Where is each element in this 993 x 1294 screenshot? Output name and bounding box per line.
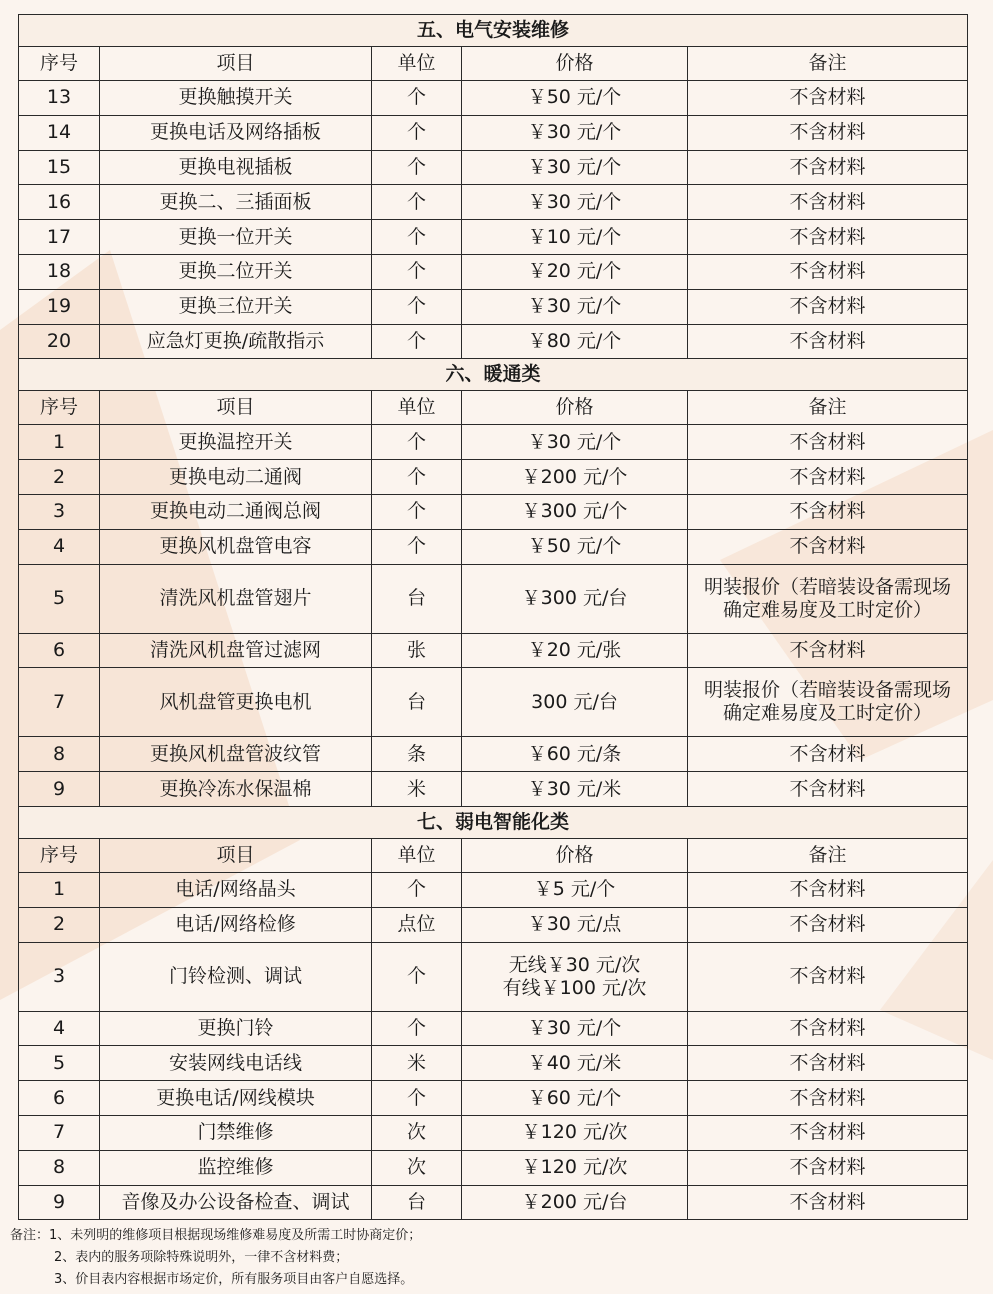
price-line: 300 元/台 [531, 690, 618, 713]
cell-note [688, 324, 968, 359]
cell-unit: 个 [372, 254, 462, 289]
note-line: 不含材料 [789, 913, 866, 936]
cell-note [688, 1150, 968, 1185]
cell-unit: 米 [372, 1046, 462, 1081]
cell-item-name: 更换温控开关 [100, 425, 372, 460]
price-line: ￥30 元/个 [527, 155, 622, 178]
column-header-row [19, 391, 968, 425]
price-line: ￥200 元/个 [521, 465, 628, 488]
table-row [19, 1046, 968, 1081]
cell-price [462, 150, 688, 185]
cell-unit: 个 [372, 460, 462, 495]
cell-price [462, 633, 688, 668]
cell-unit: 点位 [372, 907, 462, 942]
column-header-unit: 单位 [372, 47, 462, 81]
cell-note [688, 907, 968, 942]
cell-item-name: 更换门铃 [100, 1011, 372, 1046]
table-row [19, 494, 968, 529]
cell-price [462, 529, 688, 564]
cell-row-number: 6 [19, 1081, 100, 1116]
note-line: 确定难易度及工时定价） [723, 702, 933, 725]
cell-row-number: 7 [19, 668, 100, 737]
table-row [19, 1185, 968, 1220]
price-line: ￥300 元/个 [521, 500, 628, 523]
cell-item-name: 更换电话/网线模块 [100, 1081, 372, 1116]
cell-unit: 个 [372, 81, 462, 116]
table-row [19, 254, 968, 289]
cell-note [688, 737, 968, 772]
notes [10, 1225, 985, 1291]
cell-item-name: 电话/网络晶头 [100, 872, 372, 907]
section-title-row [19, 806, 968, 838]
cell-row-number: 15 [19, 150, 100, 185]
table-row [19, 529, 968, 564]
column-header-row [19, 838, 968, 872]
cell-note [688, 1115, 968, 1150]
table-row [19, 942, 968, 1011]
cell-note [688, 289, 968, 324]
cell-note [688, 942, 968, 1011]
price-line: ￥30 元/个 [527, 295, 622, 318]
cell-unit: 次 [372, 1115, 462, 1150]
note-line: 不含材料 [789, 225, 866, 248]
note-line: 不含材料 [789, 295, 866, 318]
cell-row-number: 18 [19, 254, 100, 289]
column-header-note: 备注 [688, 47, 968, 81]
price-line: ￥80 元/个 [527, 329, 622, 352]
column-header-price: 价格 [462, 838, 688, 872]
cell-unit: 个 [372, 529, 462, 564]
price-line: ￥300 元/台 [521, 587, 628, 610]
cell-row-number: 5 [19, 1046, 100, 1081]
price-line: ￥120 元/次 [521, 1156, 628, 1179]
column-header-price: 价格 [462, 391, 688, 425]
price-line: ￥20 元/个 [527, 260, 622, 283]
price-line: ￥20 元/张 [527, 638, 622, 661]
cell-note [688, 772, 968, 807]
cell-unit: 个 [372, 115, 462, 150]
table-row [19, 1011, 968, 1046]
cell-price [462, 1081, 688, 1116]
cell-row-number: 2 [19, 460, 100, 495]
table-row [19, 115, 968, 150]
cell-item-name: 监控维修 [100, 1150, 372, 1185]
cell-unit: 个 [372, 425, 462, 460]
cell-note [688, 564, 968, 633]
price-line: ￥5 元/个 [533, 878, 616, 901]
cell-row-number: 17 [19, 220, 100, 255]
price-line: ￥30 元/米 [527, 777, 622, 800]
note-line-3: 3、价目表内容根据市场定价，所有服务项目由客户自愿选择。 [54, 1272, 414, 1287]
cell-price [462, 1046, 688, 1081]
price-line: ￥200 元/台 [521, 1190, 628, 1213]
cell-unit: 条 [372, 737, 462, 772]
column-header-unit: 单位 [372, 838, 462, 872]
cell-note [688, 872, 968, 907]
column-header-item-name: 项目 [100, 391, 372, 425]
cell-price [462, 289, 688, 324]
column-header-unit: 单位 [372, 391, 462, 425]
cell-price [462, 942, 688, 1011]
note-line: 不含材料 [789, 777, 866, 800]
cell-price [462, 1185, 688, 1220]
cell-note [688, 425, 968, 460]
note-line: 不含材料 [789, 465, 866, 488]
note-line: 不含材料 [789, 965, 866, 988]
table-row [19, 633, 968, 668]
cell-price [462, 1150, 688, 1185]
note-line: 不含材料 [789, 1190, 866, 1213]
cell-row-number: 1 [19, 425, 100, 460]
table-row [19, 772, 968, 807]
cell-unit: 个 [372, 1081, 462, 1116]
cell-row-number: 13 [19, 81, 100, 116]
table-row [19, 185, 968, 220]
cell-item-name: 安装网线电话线 [100, 1046, 372, 1081]
cell-price [462, 737, 688, 772]
note-line: 不含材料 [789, 190, 866, 213]
notes-label: 备注： [10, 1228, 50, 1243]
column-header-row-number: 序号 [19, 838, 100, 872]
cell-row-number: 20 [19, 324, 100, 359]
note-line-1: 备注：1、未列明的维修项目根据现场维修难易度及所需工时协商定价； [10, 1228, 422, 1243]
cell-price [462, 668, 688, 737]
cell-row-number: 4 [19, 1011, 100, 1046]
cell-row-number: 3 [19, 942, 100, 1011]
table-row [19, 668, 968, 737]
cell-unit: 次 [372, 1150, 462, 1185]
price-line: ￥40 元/米 [527, 1051, 622, 1074]
note-line: 不含材料 [789, 878, 866, 901]
note-line: 明装报价（若暗装设备需现场 [704, 679, 952, 702]
price-line: ￥10 元/个 [527, 225, 622, 248]
cell-item-name: 更换电动二通阀总阀 [100, 494, 372, 529]
table-row [19, 907, 968, 942]
price-line: ￥30 元/点 [527, 913, 622, 936]
cell-item-name: 更换电动二通阀 [100, 460, 372, 495]
section-title: 七、弱电智能化类 [19, 806, 968, 838]
note-line: 不含材料 [789, 121, 866, 144]
cell-row-number: 14 [19, 115, 100, 150]
note-line: 不含材料 [789, 1051, 866, 1074]
column-header-item-name: 项目 [100, 838, 372, 872]
note-line: 不含材料 [789, 260, 866, 283]
cell-price [462, 872, 688, 907]
cell-item-name: 更换三位开关 [100, 289, 372, 324]
table-row [19, 220, 968, 255]
cell-item-name: 更换电视插板 [100, 150, 372, 185]
cell-item-name: 更换冷冻水保温棉 [100, 772, 372, 807]
cell-item-name: 清洗风机盘管翅片 [100, 564, 372, 633]
note-line: 不含材料 [789, 1016, 866, 1039]
cell-row-number: 7 [19, 1115, 100, 1150]
table-row [19, 324, 968, 359]
cell-row-number: 9 [19, 1185, 100, 1220]
note-line: 不含材料 [789, 638, 866, 661]
cell-item-name: 电话/网络检修 [100, 907, 372, 942]
cell-row-number: 3 [19, 494, 100, 529]
cell-note [688, 150, 968, 185]
note-line: 不含材料 [789, 155, 866, 178]
cell-row-number: 8 [19, 737, 100, 772]
cell-row-number: 1 [19, 872, 100, 907]
cell-note [688, 668, 968, 737]
price-table [18, 14, 968, 1220]
note-line: 不含材料 [789, 500, 866, 523]
price-line: ￥120 元/次 [521, 1121, 628, 1144]
cell-note [688, 1011, 968, 1046]
cell-unit: 个 [372, 872, 462, 907]
cell-note [688, 1046, 968, 1081]
cell-row-number: 5 [19, 564, 100, 633]
cell-item-name: 更换二位开关 [100, 254, 372, 289]
note-line: 不含材料 [789, 1086, 866, 1109]
table-row [19, 564, 968, 633]
cell-price [462, 494, 688, 529]
cell-row-number: 19 [19, 289, 100, 324]
cell-item-name: 更换风机盘管波纹管 [100, 737, 372, 772]
price-line: ￥60 元/条 [527, 742, 622, 765]
cell-item-name: 门禁维修 [100, 1115, 372, 1150]
cell-unit: 个 [372, 289, 462, 324]
column-header-row-number: 序号 [19, 391, 100, 425]
cell-unit: 个 [372, 942, 462, 1011]
table-row [19, 150, 968, 185]
table-row [19, 1081, 968, 1116]
price-line: ￥30 元/个 [527, 1016, 622, 1039]
cell-note [688, 185, 968, 220]
cell-row-number: 2 [19, 907, 100, 942]
cell-note [688, 254, 968, 289]
cell-item-name: 清洗风机盘管过滤网 [100, 633, 372, 668]
cell-price [462, 81, 688, 116]
cell-item-name: 更换风机盘管电容 [100, 529, 372, 564]
column-header-row [19, 47, 968, 81]
cell-item-name: 音像及办公设备检查、调试 [100, 1185, 372, 1220]
column-header-item-name: 项目 [100, 47, 372, 81]
cell-unit: 个 [372, 1011, 462, 1046]
column-header-note: 备注 [688, 391, 968, 425]
table-row [19, 872, 968, 907]
cell-row-number: 9 [19, 772, 100, 807]
cell-note [688, 81, 968, 116]
cell-price [462, 425, 688, 460]
price-line: ￥50 元/个 [527, 535, 622, 558]
section-title: 五、电气安装维修 [19, 15, 968, 47]
cell-price [462, 185, 688, 220]
table-row [19, 81, 968, 116]
column-header-row-number: 序号 [19, 47, 100, 81]
cell-price [462, 1011, 688, 1046]
cell-row-number: 16 [19, 185, 100, 220]
price-line: ￥30 元/个 [527, 430, 622, 453]
section-title: 六、暖通类 [19, 359, 968, 391]
price-line: ￥50 元/个 [527, 86, 622, 109]
cell-price [462, 772, 688, 807]
cell-price [462, 220, 688, 255]
cell-item-name: 应急灯更换/疏散指示 [100, 324, 372, 359]
cell-unit: 个 [372, 150, 462, 185]
cell-unit: 台 [372, 564, 462, 633]
table-row [19, 737, 968, 772]
note-line: 确定难易度及工时定价） [723, 598, 933, 621]
price-line: ￥60 元/个 [527, 1086, 622, 1109]
cell-unit: 个 [372, 494, 462, 529]
section-title-row [19, 15, 968, 47]
table-row [19, 1115, 968, 1150]
cell-note [688, 220, 968, 255]
cell-item-name: 风机盘管更换电机 [100, 668, 372, 737]
note-line: 不含材料 [789, 86, 866, 109]
cell-note [688, 460, 968, 495]
cell-row-number: 6 [19, 633, 100, 668]
cell-note [688, 1081, 968, 1116]
cell-item-name: 更换电话及网络插板 [100, 115, 372, 150]
cell-item-name: 更换触摸开关 [100, 81, 372, 116]
note-line: 不含材料 [789, 535, 866, 558]
cell-item-name: 更换一位开关 [100, 220, 372, 255]
cell-price [462, 115, 688, 150]
column-header-price: 价格 [462, 47, 688, 81]
cell-item-name: 更换二、三插面板 [100, 185, 372, 220]
cell-price [462, 907, 688, 942]
cell-item-name: 门铃检测、调试 [100, 942, 372, 1011]
cell-unit: 个 [372, 220, 462, 255]
table-row [19, 289, 968, 324]
note-line: 不含材料 [789, 329, 866, 352]
cell-price [462, 1115, 688, 1150]
cell-note [688, 529, 968, 564]
cell-row-number: 8 [19, 1150, 100, 1185]
note-line: 明装报价（若暗装设备需现场 [704, 575, 952, 598]
cell-unit: 个 [372, 324, 462, 359]
cell-price [462, 254, 688, 289]
note-line: 不含材料 [789, 742, 866, 765]
cell-row-number: 4 [19, 529, 100, 564]
cell-price [462, 564, 688, 633]
price-line: 无线￥30 元/次 [508, 953, 641, 976]
cell-unit: 台 [372, 1185, 462, 1220]
section-title-row [19, 359, 968, 391]
table-row [19, 425, 968, 460]
cell-price [462, 460, 688, 495]
cell-note [688, 1185, 968, 1220]
price-line: ￥30 元/个 [527, 121, 622, 144]
cell-unit: 个 [372, 185, 462, 220]
column-header-note: 备注 [688, 838, 968, 872]
cell-unit: 米 [372, 772, 462, 807]
cell-price [462, 324, 688, 359]
table-row [19, 460, 968, 495]
cell-unit: 张 [372, 633, 462, 668]
price-line: 有线￥100 元/次 [502, 976, 647, 999]
cell-unit: 台 [372, 668, 462, 737]
note-line-2: 2、表内的服务项除特殊说明外，一律不含材料费； [54, 1250, 349, 1265]
table-row [19, 1150, 968, 1185]
cell-note [688, 115, 968, 150]
note-line: 不含材料 [789, 1156, 866, 1179]
price-line: ￥30 元/个 [527, 190, 622, 213]
cell-note [688, 494, 968, 529]
note-line: 不含材料 [789, 1121, 866, 1144]
note-line: 不含材料 [789, 430, 866, 453]
cell-note [688, 633, 968, 668]
